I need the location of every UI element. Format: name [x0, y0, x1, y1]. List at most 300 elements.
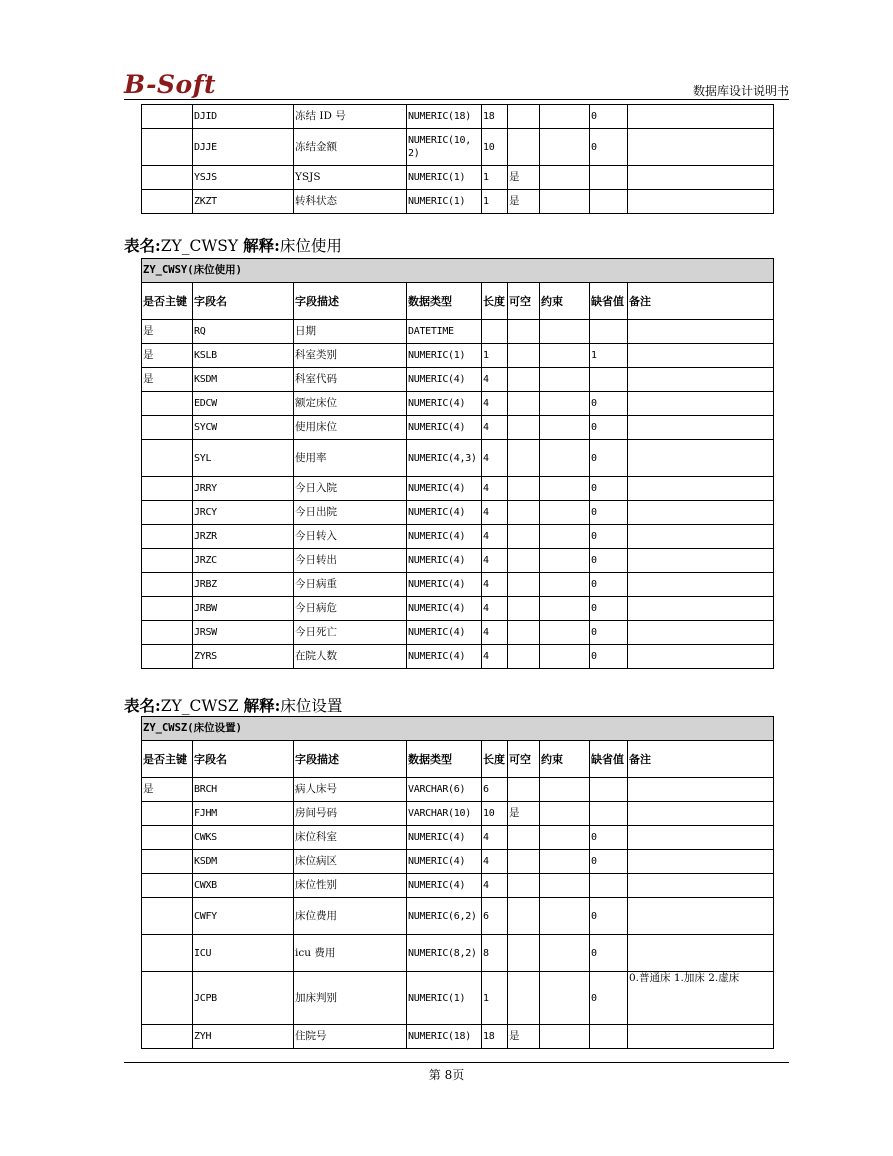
continued-table — [141, 104, 774, 214]
cell — [628, 129, 774, 166]
cell — [590, 1025, 628, 1049]
cell: 0 — [590, 549, 628, 573]
cell — [628, 621, 774, 645]
table-row — [142, 525, 774, 549]
cell — [628, 573, 774, 597]
cell: 是 — [142, 778, 193, 802]
cell — [508, 874, 540, 898]
cell: 4 — [482, 525, 508, 549]
cell: BRCH — [193, 778, 294, 802]
cell: 字段描述 — [294, 283, 407, 320]
cell — [508, 129, 540, 166]
cell — [628, 344, 774, 368]
cell — [540, 549, 590, 573]
cell: RQ — [193, 320, 294, 344]
cell: 是 — [142, 368, 193, 392]
cell: NUMERIC(4) — [407, 549, 482, 573]
cell: 冻结金额 — [294, 129, 407, 166]
cell: 4 — [482, 850, 508, 874]
cell: NUMERIC(4,3) — [407, 440, 482, 477]
cell: 10 — [482, 129, 508, 166]
cell: 今日入院 — [294, 477, 407, 501]
cell: NUMERIC(4) — [407, 573, 482, 597]
table-row — [142, 166, 774, 190]
cell: 是 — [508, 802, 540, 826]
cell: NUMERIC(4) — [407, 416, 482, 440]
cell: CWXB — [193, 874, 294, 898]
cell: 4 — [482, 826, 508, 850]
table-row — [142, 778, 774, 802]
cell — [142, 850, 193, 874]
cell: 1 — [482, 972, 508, 1025]
table-row — [142, 898, 774, 935]
cell: 可空 — [508, 283, 540, 320]
cell — [142, 129, 193, 166]
cell — [142, 573, 193, 597]
cell — [540, 344, 590, 368]
cell — [628, 190, 774, 214]
table-row — [142, 645, 774, 669]
table-row — [142, 972, 774, 1025]
cell: 0 — [590, 621, 628, 645]
cell — [540, 778, 590, 802]
cell — [590, 802, 628, 826]
cell: ZKZT — [193, 190, 294, 214]
cell — [540, 416, 590, 440]
cell: 4 — [482, 440, 508, 477]
table-row — [142, 190, 774, 214]
cell — [540, 440, 590, 477]
table-row — [142, 802, 774, 826]
document-title: 数据库设计说明书 — [692, 84, 789, 98]
cell: 4 — [482, 392, 508, 416]
cell — [628, 501, 774, 525]
cell — [142, 1025, 193, 1049]
cell: 长度 — [482, 283, 508, 320]
cell: 备注 — [628, 741, 774, 778]
cell: 缺省值 — [590, 283, 628, 320]
cell — [508, 477, 540, 501]
cell: 今日转入 — [294, 525, 407, 549]
cell: NUMERIC(4) — [407, 392, 482, 416]
cell — [142, 621, 193, 645]
cell: 0 — [590, 972, 628, 1025]
cell: 今日出院 — [294, 501, 407, 525]
cell — [590, 874, 628, 898]
cell: 4 — [482, 597, 508, 621]
cell: 是 — [142, 320, 193, 344]
cell: 0.普通床 1.加床 2.虚床 — [628, 972, 774, 1025]
cell — [540, 1025, 590, 1049]
cell: 数据类型 — [407, 283, 482, 320]
cell: 是 — [508, 1025, 540, 1049]
cell: NUMERIC(18) — [407, 1025, 482, 1049]
cell — [540, 898, 590, 935]
table-row — [142, 501, 774, 525]
cell — [540, 501, 590, 525]
cell — [628, 368, 774, 392]
cell — [142, 166, 193, 190]
cell — [142, 972, 193, 1025]
cell — [142, 802, 193, 826]
cell: 冻结 ID 号 — [294, 105, 407, 129]
cell: icu 费用 — [294, 935, 407, 972]
cell: 6 — [482, 898, 508, 935]
cell: 加床判别 — [294, 972, 407, 1025]
cell: NUMERIC(4) — [407, 826, 482, 850]
cell — [628, 549, 774, 573]
cell: 床位科室 — [294, 826, 407, 850]
cell: YSJS — [193, 166, 294, 190]
cell: 0 — [590, 597, 628, 621]
cell: 6 — [482, 778, 508, 802]
cell — [142, 935, 193, 972]
cell: SYL — [193, 440, 294, 477]
cell — [508, 645, 540, 669]
cell: 使用床位 — [294, 416, 407, 440]
cell: NUMERIC(18) — [407, 105, 482, 129]
table-heading-cwsz — [124, 694, 342, 716]
cell: 使用率 — [294, 440, 407, 477]
cell: 转科状态 — [294, 190, 407, 214]
cell: NUMERIC(4) — [407, 477, 482, 501]
cell — [628, 874, 774, 898]
cell — [508, 621, 540, 645]
cell — [508, 826, 540, 850]
cell: 今日病危 — [294, 597, 407, 621]
cell: KSLB — [193, 344, 294, 368]
cell — [540, 166, 590, 190]
cell — [142, 440, 193, 477]
cell: 0 — [590, 440, 628, 477]
cell: JRCY — [193, 501, 294, 525]
cell — [142, 898, 193, 935]
cell: 字段描述 — [294, 741, 407, 778]
cell: 是 — [508, 190, 540, 214]
cell — [540, 850, 590, 874]
table-explain-label: 解释: — [243, 696, 281, 715]
table-caption: ZY_CWSZ(床位设置) — [142, 717, 774, 741]
cell — [142, 874, 193, 898]
cell: 今日转出 — [294, 549, 407, 573]
table-caption: ZY_CWSY(床位使用) — [142, 259, 774, 283]
cell: KSDM — [193, 368, 294, 392]
cell — [628, 105, 774, 129]
cell: 4 — [482, 645, 508, 669]
cell: 0 — [590, 898, 628, 935]
cell: 床位病区 — [294, 850, 407, 874]
cell: DJID — [193, 105, 294, 129]
cell: 4 — [482, 621, 508, 645]
cell — [590, 320, 628, 344]
cell: NUMERIC(4) — [407, 645, 482, 669]
cell — [508, 972, 540, 1025]
cell: 18 — [482, 1025, 508, 1049]
cell: NUMERIC(1) — [407, 166, 482, 190]
cell — [628, 802, 774, 826]
cell: DJJE — [193, 129, 294, 166]
bsoft-logo: B-Soft — [124, 70, 217, 99]
cell: FJHM — [193, 802, 294, 826]
table-name-label: 表名: — [124, 236, 161, 255]
table-row — [142, 874, 774, 898]
cell: 0 — [590, 105, 628, 129]
cell: NUMERIC(4) — [407, 874, 482, 898]
cell: 在院人数 — [294, 645, 407, 669]
cwsz-table — [141, 716, 774, 1049]
cell: 科室代码 — [294, 368, 407, 392]
header-row — [142, 283, 774, 320]
cell — [508, 935, 540, 972]
cell: NUMERIC(8,2) — [407, 935, 482, 972]
cell: 4 — [482, 874, 508, 898]
cell: 科室类别 — [294, 344, 407, 368]
cell — [508, 597, 540, 621]
header-row — [142, 741, 774, 778]
cell: 8 — [482, 935, 508, 972]
cell — [628, 778, 774, 802]
cell — [142, 645, 193, 669]
cell — [628, 416, 774, 440]
cell: 18 — [482, 105, 508, 129]
cell: YSJS — [294, 166, 407, 190]
table-row — [142, 368, 774, 392]
cell: 备注 — [628, 283, 774, 320]
table-row — [142, 416, 774, 440]
cell: NUMERIC(1) — [407, 344, 482, 368]
cell — [540, 573, 590, 597]
cell — [508, 573, 540, 597]
cell — [508, 344, 540, 368]
cell: NUMERIC(4) — [407, 525, 482, 549]
cell — [628, 392, 774, 416]
cell: 是否主键 — [142, 741, 193, 778]
cell — [590, 368, 628, 392]
cell: JRZR — [193, 525, 294, 549]
cell — [142, 597, 193, 621]
cell: 今日病重 — [294, 573, 407, 597]
cell: KSDM — [193, 850, 294, 874]
cell: 约束 — [540, 741, 590, 778]
cell — [628, 826, 774, 850]
cell: 0 — [590, 392, 628, 416]
cell: 0 — [590, 477, 628, 501]
cell — [508, 368, 540, 392]
cell: NUMERIC(4) — [407, 621, 482, 645]
cell — [540, 525, 590, 549]
cell: NUMERIC(1) — [407, 972, 482, 1025]
cell: 病人床号 — [294, 778, 407, 802]
cell — [508, 898, 540, 935]
table-row — [142, 549, 774, 573]
cell — [142, 416, 193, 440]
cell: ZYH — [193, 1025, 294, 1049]
table-row — [142, 597, 774, 621]
cell — [540, 129, 590, 166]
table-row — [142, 1025, 774, 1049]
cell — [142, 549, 193, 573]
cell: 住院号 — [294, 1025, 407, 1049]
table-row — [142, 105, 774, 129]
cell: NUMERIC(4) — [407, 368, 482, 392]
cell — [540, 826, 590, 850]
cell: 0 — [590, 850, 628, 874]
cell: 4 — [482, 416, 508, 440]
cell: JRBW — [193, 597, 294, 621]
cell: NUMERIC(6,2) — [407, 898, 482, 935]
cell — [508, 392, 540, 416]
cell: 1 — [590, 344, 628, 368]
table-name: ZY_CWSY — [160, 237, 239, 255]
cell — [508, 778, 540, 802]
cell: 4 — [482, 549, 508, 573]
cell: 字段名 — [193, 283, 294, 320]
cell: 额定床位 — [294, 392, 407, 416]
cell: NUMERIC(10,2) — [407, 129, 482, 166]
table-row — [142, 320, 774, 344]
cell: 数据类型 — [407, 741, 482, 778]
cell — [628, 850, 774, 874]
cell: DATETIME — [407, 320, 482, 344]
cell — [540, 477, 590, 501]
cell: JRSW — [193, 621, 294, 645]
cwsy-table — [141, 258, 774, 669]
cell: 1 — [482, 344, 508, 368]
cell — [540, 972, 590, 1025]
cell: 缺省值 — [590, 741, 628, 778]
cell — [628, 525, 774, 549]
cell: 约束 — [540, 283, 590, 320]
cell: CWFY — [193, 898, 294, 935]
table-explain: 床位设置 — [280, 697, 343, 715]
table-heading-cwsy — [124, 234, 342, 256]
cell: 4 — [482, 573, 508, 597]
cell: 今日死亡 — [294, 621, 407, 645]
cell: 日期 — [294, 320, 407, 344]
cell — [540, 320, 590, 344]
cell: 4 — [482, 501, 508, 525]
cell — [540, 935, 590, 972]
cell: ICU — [193, 935, 294, 972]
table-row — [142, 440, 774, 477]
caption-row — [142, 717, 774, 741]
cell — [628, 645, 774, 669]
cell — [540, 105, 590, 129]
cell: 4 — [482, 477, 508, 501]
cell: 床位费用 — [294, 898, 407, 935]
cell — [508, 549, 540, 573]
cell: 长度 — [482, 741, 508, 778]
cell — [142, 392, 193, 416]
table-row — [142, 392, 774, 416]
cell: 4 — [482, 368, 508, 392]
table-row — [142, 826, 774, 850]
cell — [540, 874, 590, 898]
cell — [540, 802, 590, 826]
cell: 床位性别 — [294, 874, 407, 898]
cell: 0 — [590, 501, 628, 525]
table-row — [142, 344, 774, 368]
cell — [540, 190, 590, 214]
cell: 0 — [590, 935, 628, 972]
cell: NUMERIC(4) — [407, 501, 482, 525]
cell — [540, 368, 590, 392]
cell: 0 — [590, 573, 628, 597]
cell: EDCW — [193, 392, 294, 416]
cell: ZYRS — [193, 645, 294, 669]
caption-row — [142, 259, 774, 283]
cell — [142, 525, 193, 549]
cell — [508, 525, 540, 549]
cell: 0 — [590, 416, 628, 440]
table-row — [142, 573, 774, 597]
cell: 0 — [590, 826, 628, 850]
table-name: ZY_CWSZ — [160, 697, 239, 715]
cell — [590, 166, 628, 190]
cell: 0 — [590, 129, 628, 166]
cell: SYCW — [193, 416, 294, 440]
cell: VARCHAR(10) — [407, 802, 482, 826]
cell — [508, 320, 540, 344]
cell — [628, 440, 774, 477]
cell — [628, 597, 774, 621]
cell — [628, 1025, 774, 1049]
table-explain: 床位使用 — [279, 237, 342, 255]
header-divider — [124, 99, 789, 100]
cell — [590, 190, 628, 214]
cell: 是 — [508, 166, 540, 190]
table-row — [142, 850, 774, 874]
page-number: 第 8页 — [428, 1068, 465, 1082]
cell: 1 — [482, 190, 508, 214]
cell — [628, 898, 774, 935]
cell: NUMERIC(4) — [407, 597, 482, 621]
cell — [540, 645, 590, 669]
cell — [508, 501, 540, 525]
cell: 字段名 — [193, 741, 294, 778]
cell: 是 — [142, 344, 193, 368]
cell: JRRY — [193, 477, 294, 501]
cell — [508, 416, 540, 440]
cell — [142, 190, 193, 214]
cell — [540, 621, 590, 645]
cell: 房间号码 — [294, 802, 407, 826]
cell: JRBZ — [193, 573, 294, 597]
cell — [142, 477, 193, 501]
cell — [540, 597, 590, 621]
table-row — [142, 129, 774, 166]
table-row — [142, 935, 774, 972]
cell: JRZC — [193, 549, 294, 573]
footer-divider — [124, 1062, 789, 1063]
cell: 0 — [590, 645, 628, 669]
cell: 是否主键 — [142, 283, 193, 320]
cell — [628, 477, 774, 501]
cell — [590, 778, 628, 802]
table-row — [142, 621, 774, 645]
cell — [628, 320, 774, 344]
cell: JCPB — [193, 972, 294, 1025]
cell: NUMERIC(4) — [407, 850, 482, 874]
cell: 1 — [482, 166, 508, 190]
table-explain-label: 解释: — [243, 236, 280, 255]
table-name-label: 表名: — [124, 696, 161, 715]
cell: 可空 — [508, 741, 540, 778]
cell: NUMERIC(1) — [407, 190, 482, 214]
cell — [142, 501, 193, 525]
cell — [142, 826, 193, 850]
cell — [508, 105, 540, 129]
